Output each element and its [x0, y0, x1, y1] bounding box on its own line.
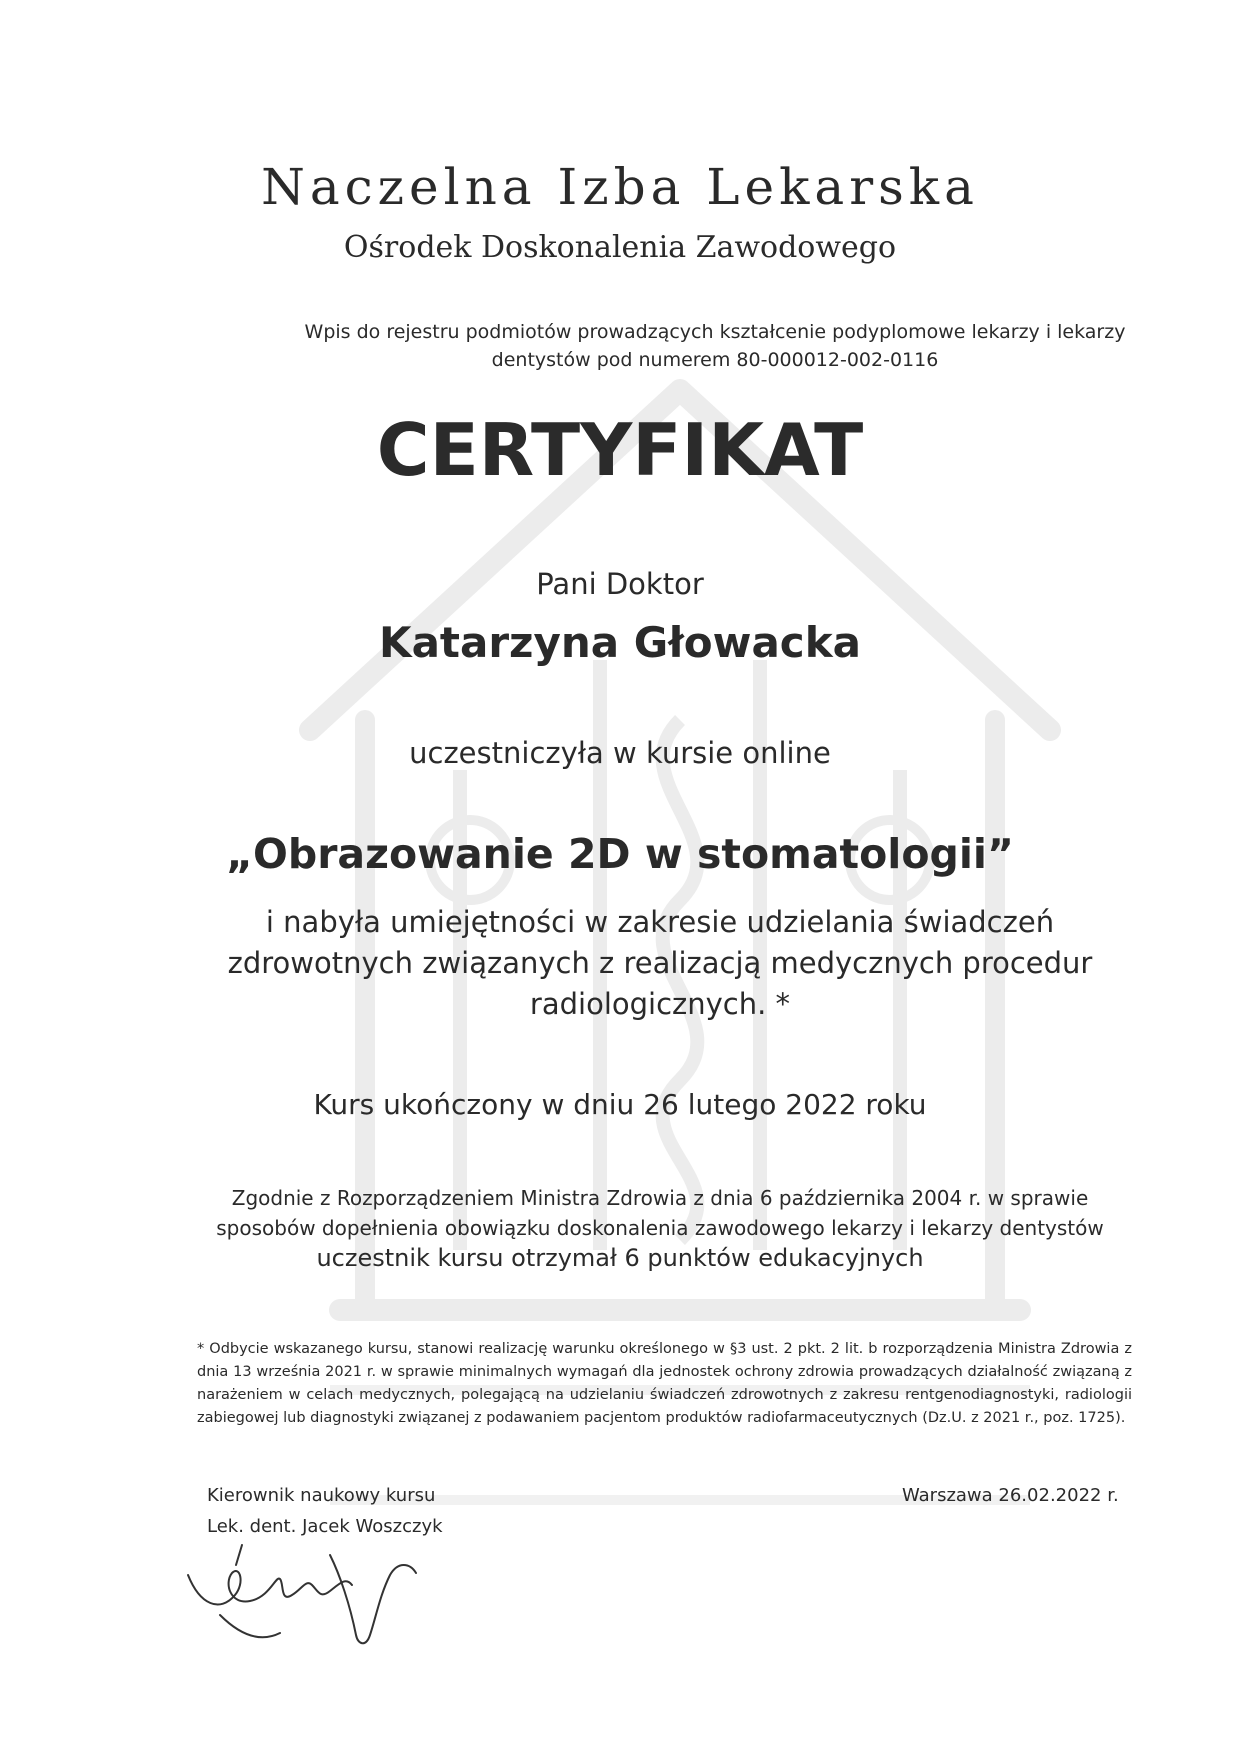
completion-date: Kurs ukończony w dniu 26 lutego 2022 roku	[313, 1088, 927, 1121]
course-title: „Obrazowanie 2D w stomatologii”	[226, 830, 1014, 878]
footnote: * Odbycie wskazanego kursu, stanowi realizację warunku określonego w §3 ust. 2 pkt. 2 lit. b rozporządzenia Ministra Zdrowia z dnia 13 września 2021 r. w sprawie minimalnych wymagań dla jednostek ochrony zdrowia prowadzących działalność związaną z narażeniem w celach medycznych, polegającą na udzielaniu świadczeń zdrowotnych z zakresu rentgenodiagnostyki, radiologii zabiegowej lub diagnostyki związanej z podawaniem pacjentom produktów radiofarmaceutycznych (Dz.U. z 2021 r., poz. 1725).	[197, 1341, 1132, 1426]
registry-note: Wpis do rejestru podmiotów prowadzących kształcenie podyplomowe lekarzy i lekarzy dentystów pod numerem 80-000012-002-0116	[304, 321, 1126, 371]
place-and-date: Warszawa 26.02.2022 r.	[902, 1485, 1119, 1506]
recipient-salutation: Pani Doktor	[536, 567, 704, 601]
education-points: uczestnik kursu otrzymał 6 punktów edukacyjnych	[316, 1244, 924, 1272]
recipient-name: Katarzyna Głowacka	[379, 618, 861, 667]
signatory-name: Lek. dent. Jacek Woszczyk	[207, 1516, 443, 1537]
regulation-reference: Zgodnie z Rozporządzeniem Ministra Zdrowia z dnia 6 października 2004 r. w sprawie sposobów dopełnienia obowiązku doskonalenia zawodowego lekarzy i lekarzy dentystów	[216, 1186, 1104, 1240]
department-name: Ośrodek Doskonalenia Zawodowego	[343, 230, 897, 265]
handwritten-signature	[180, 1535, 440, 1655]
signatory-role: Kierownik naukowy kursu	[207, 1485, 436, 1506]
participation-statement: uczestniczyła w kursie online	[409, 736, 831, 770]
institution-name: Naczelna Izba Lekarska	[261, 158, 979, 216]
skills-statement: i nabyła umiejętności w zakresie udzielania świadczeń zdrowotnych związanych z realizacją medycznych procedur radiologicznych. *	[227, 905, 1093, 1021]
certificate-title: CERTYFIKAT	[376, 408, 864, 492]
